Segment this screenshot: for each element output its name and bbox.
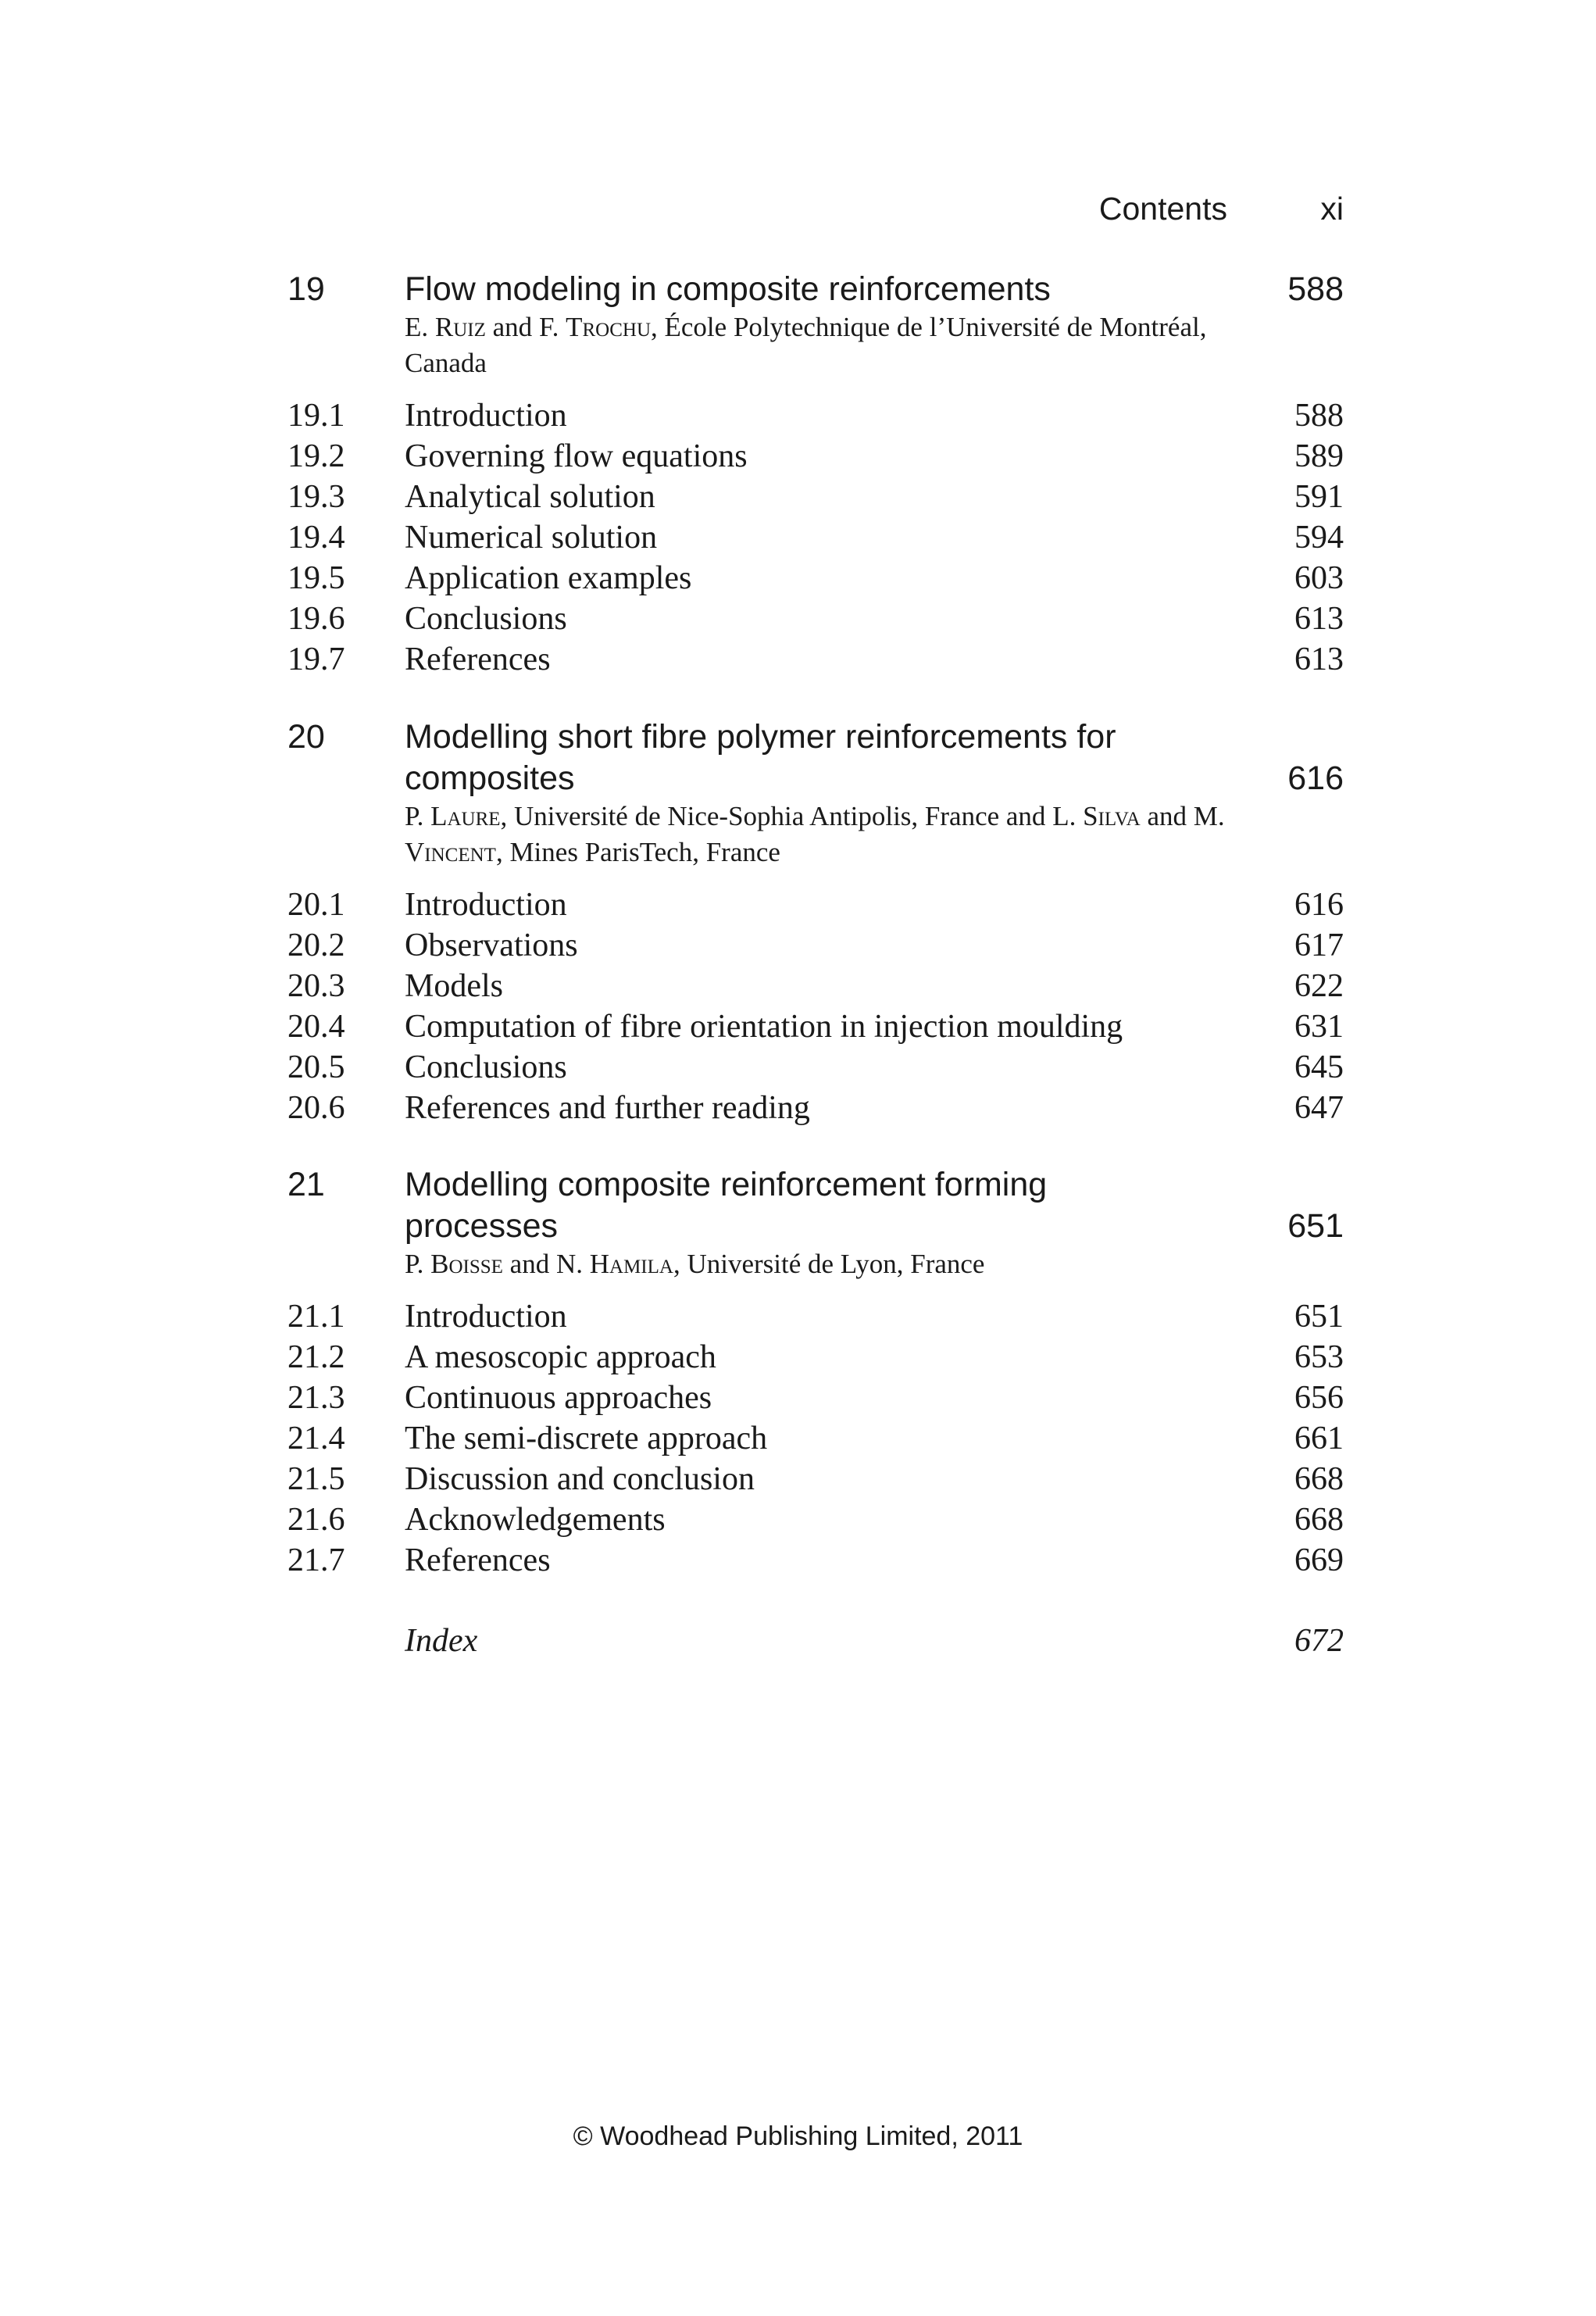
toc-entry[interactable] xyxy=(287,599,1344,639)
section-title: Governing flow equations xyxy=(405,438,748,474)
toc-entry[interactable] xyxy=(287,639,1344,680)
section-title: The semi-discrete approach xyxy=(405,1421,768,1456)
section-title: References xyxy=(405,642,551,677)
chapter-page-number: 616 xyxy=(1287,759,1344,797)
chapter-20 xyxy=(287,717,1344,1128)
section-title: Analytical solution xyxy=(405,479,655,515)
section-number: 21.7 xyxy=(287,1542,345,1578)
section-page-number: 651 xyxy=(1294,1299,1344,1335)
section-title: Introduction xyxy=(405,1299,567,1335)
section-page-number: 661 xyxy=(1294,1421,1344,1456)
section-page-number: 588 xyxy=(1294,398,1344,434)
section-page-number: 668 xyxy=(1294,1502,1344,1538)
section-title: Introduction xyxy=(405,887,567,923)
chapter-authors: P. Laure, Université de Nice-Sophia Antipolis, France and L. Silva and M. Vincent, Mines ParisTech, France xyxy=(405,801,1225,867)
section-number: 20.5 xyxy=(287,1049,345,1085)
section-page-number: 631 xyxy=(1294,1009,1344,1045)
toc-entry[interactable] xyxy=(287,395,1344,436)
section-page-number: 591 xyxy=(1294,479,1344,515)
section-page-number: 594 xyxy=(1294,520,1344,556)
section-title: Numerical solution xyxy=(405,520,658,556)
chapter-page-number: 651 xyxy=(1287,1207,1344,1245)
toc-entry[interactable] xyxy=(287,1378,1344,1418)
toc-entry[interactable] xyxy=(287,1296,1344,1337)
section-page-number: 613 xyxy=(1294,642,1344,677)
section-number: 21.4 xyxy=(287,1421,345,1456)
section-title: Models xyxy=(405,968,503,1004)
chapter-title[interactable]: Flow modeling in composite reinforcements xyxy=(405,270,1051,308)
section-title: Computation of fibre orientation in injection moulding xyxy=(405,1009,1123,1045)
section-page-number: 668 xyxy=(1294,1461,1344,1497)
chapter-authors: P. Boisse and N. Hamila, Université de Lyon, France xyxy=(405,1249,985,1279)
toc-entry[interactable] xyxy=(287,1499,1344,1540)
section-title: References xyxy=(405,1542,551,1578)
section-number: 20.2 xyxy=(287,927,345,963)
section-page-number: 616 xyxy=(1294,887,1344,923)
section-page-number: 647 xyxy=(1294,1090,1344,1126)
section-page-number: 622 xyxy=(1294,968,1344,1004)
section-page-number: 653 xyxy=(1294,1339,1344,1375)
section-list xyxy=(287,1296,1344,1581)
chapter-21 xyxy=(287,1164,1344,1581)
section-number: 21.2 xyxy=(287,1339,345,1375)
section-title: Acknowledgements xyxy=(405,1502,666,1538)
toc-entry[interactable] xyxy=(287,1540,1344,1581)
toc-entry[interactable] xyxy=(287,517,1344,558)
section-number: 19.5 xyxy=(287,560,345,596)
section-number: 20.4 xyxy=(287,1009,345,1045)
chapter-number: 19 xyxy=(287,270,325,308)
section-number: 20.6 xyxy=(287,1090,345,1126)
toc-entry[interactable] xyxy=(287,436,1344,477)
chapter-heading xyxy=(287,1164,1344,1247)
index-entry[interactable] xyxy=(287,1621,1344,1661)
chapter-title[interactable]: Modelling composite reinforcement forming processes xyxy=(405,1166,1048,1245)
copyright-footer: © Woodhead Publishing Limited, 2011 xyxy=(573,2121,1023,2151)
toc-entry[interactable] xyxy=(287,1459,1344,1499)
chapter-heading xyxy=(287,269,1344,310)
toc-entry[interactable] xyxy=(287,1047,1344,1088)
section-number: 19.3 xyxy=(287,479,345,515)
chapter-title[interactable]: Modelling short fibre polymer reinforcements for composites xyxy=(405,718,1116,797)
section-page-number: 589 xyxy=(1294,438,1344,474)
section-number: 19.4 xyxy=(287,520,345,556)
chapter-authors: E. Ruiz and F. Trochu, École Polytechnique de l’Université de Montréal, Canada xyxy=(405,312,1207,378)
section-number: 20.3 xyxy=(287,968,345,1004)
toc-entry[interactable] xyxy=(287,1418,1344,1459)
section-number: 21.5 xyxy=(287,1461,345,1497)
section-title: References and further reading xyxy=(405,1090,810,1126)
section-number: 21.6 xyxy=(287,1502,345,1538)
running-head-page-number: xi xyxy=(1320,191,1344,227)
chapter-heading xyxy=(287,717,1344,799)
section-page-number: 656 xyxy=(1294,1380,1344,1416)
toc-entry[interactable] xyxy=(287,477,1344,517)
chapter-number: 20 xyxy=(287,718,325,756)
running-head-title: Contents xyxy=(1098,191,1227,227)
section-number: 19.6 xyxy=(287,601,345,637)
toc-entry[interactable] xyxy=(287,1088,1344,1128)
section-page-number: 613 xyxy=(1294,601,1344,637)
section-title: Conclusions xyxy=(405,1049,567,1085)
toc-entry[interactable] xyxy=(287,885,1344,925)
section-title: Continuous approaches xyxy=(405,1380,712,1416)
section-number: 19.1 xyxy=(287,398,345,434)
section-page-number: 669 xyxy=(1294,1542,1344,1578)
chapter-number: 21 xyxy=(287,1166,325,1203)
section-title: A mesoscopic approach xyxy=(405,1339,716,1375)
section-number: 21.3 xyxy=(287,1380,345,1416)
section-list xyxy=(287,395,1344,680)
running-head xyxy=(0,191,1344,238)
section-list xyxy=(287,885,1344,1128)
index-label: Index xyxy=(405,1623,478,1659)
toc-entry[interactable] xyxy=(287,1006,1344,1047)
toc-entry[interactable] xyxy=(287,558,1344,599)
section-title: Introduction xyxy=(405,398,567,434)
chapter-page-number: 588 xyxy=(1287,270,1344,308)
section-title: Application examples xyxy=(405,560,692,596)
section-title: Discussion and conclusion xyxy=(405,1461,755,1497)
section-number: 21.1 xyxy=(287,1299,345,1335)
section-number: 19.7 xyxy=(287,642,345,677)
index-page-number: 672 xyxy=(1294,1623,1344,1659)
section-number: 19.2 xyxy=(287,438,345,474)
section-title: Conclusions xyxy=(405,601,567,637)
section-page-number: 603 xyxy=(1294,560,1344,596)
section-title: Observations xyxy=(405,927,578,963)
chapter-19 xyxy=(287,269,1344,680)
section-number: 20.1 xyxy=(287,887,345,923)
toc-entry[interactable] xyxy=(287,966,1344,1006)
section-page-number: 645 xyxy=(1294,1049,1344,1085)
toc-entry[interactable] xyxy=(287,925,1344,966)
section-page-number: 617 xyxy=(1294,927,1344,963)
toc-entry[interactable] xyxy=(287,1337,1344,1378)
